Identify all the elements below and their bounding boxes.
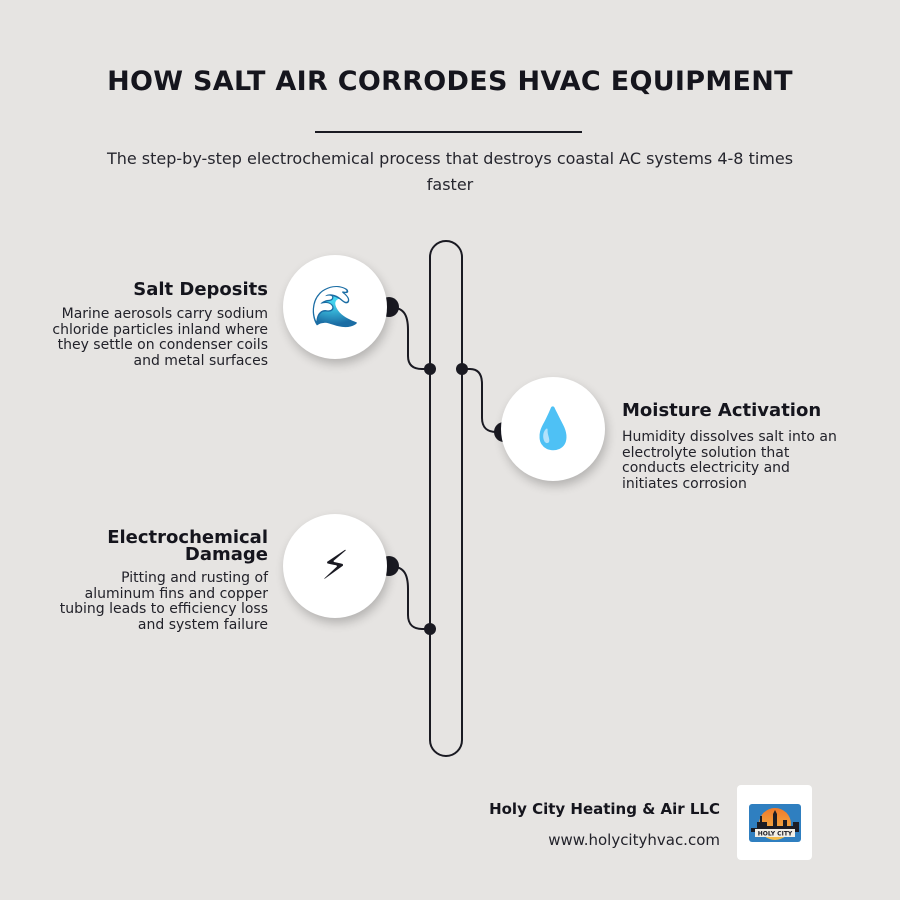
logo-text: HOLY CITY bbox=[757, 830, 792, 837]
timeline-track bbox=[430, 241, 462, 756]
lightning-icon: ⚡ bbox=[320, 543, 350, 589]
company-website: www.holycityhvac.com bbox=[548, 831, 720, 849]
step-2-description: Humidity dissolves salt into an electrolyte solution that conducts electricity and initiates corrosion bbox=[622, 429, 837, 492]
company-name: Holy City Heating & Air LLC bbox=[489, 800, 720, 818]
company-logo bbox=[737, 785, 812, 860]
step-1-description: Marine aerosols carry sodium chloride particles inland where they settle on condenser coils and metal surfaces bbox=[52, 306, 268, 369]
wave-icon: 🌊 bbox=[310, 284, 360, 330]
holy-city-logo-graphic bbox=[747, 802, 803, 844]
track-node-step-1 bbox=[424, 363, 436, 375]
step-1-title: Salt Deposits bbox=[133, 279, 268, 300]
droplet-icon: 💧 bbox=[528, 406, 578, 452]
step-1-icon-circle bbox=[283, 255, 387, 359]
track-node-step-2 bbox=[456, 363, 468, 375]
connector-step-1 bbox=[389, 307, 430, 369]
connector-step-3 bbox=[389, 566, 430, 629]
page-subtitle: The step-by-step electrochemical process that destroys coastal AC systems 4-8 times faster bbox=[106, 149, 794, 194]
step-2-icon-circle bbox=[501, 377, 605, 481]
track-node-step-3 bbox=[424, 623, 436, 635]
step-3-title: Electrochemical Damage bbox=[107, 527, 268, 565]
step-3-description: Pitting and rusting of aluminum fins and copper tubing leads to efficiency loss and system failure bbox=[59, 570, 268, 633]
connector-step-2 bbox=[462, 369, 504, 432]
page-title: HOW SALT AIR CORRODES HVAC EQUIPMENT bbox=[107, 66, 793, 97]
step-3-icon-circle bbox=[283, 514, 387, 618]
step-2-title: Moisture Activation bbox=[622, 400, 822, 421]
